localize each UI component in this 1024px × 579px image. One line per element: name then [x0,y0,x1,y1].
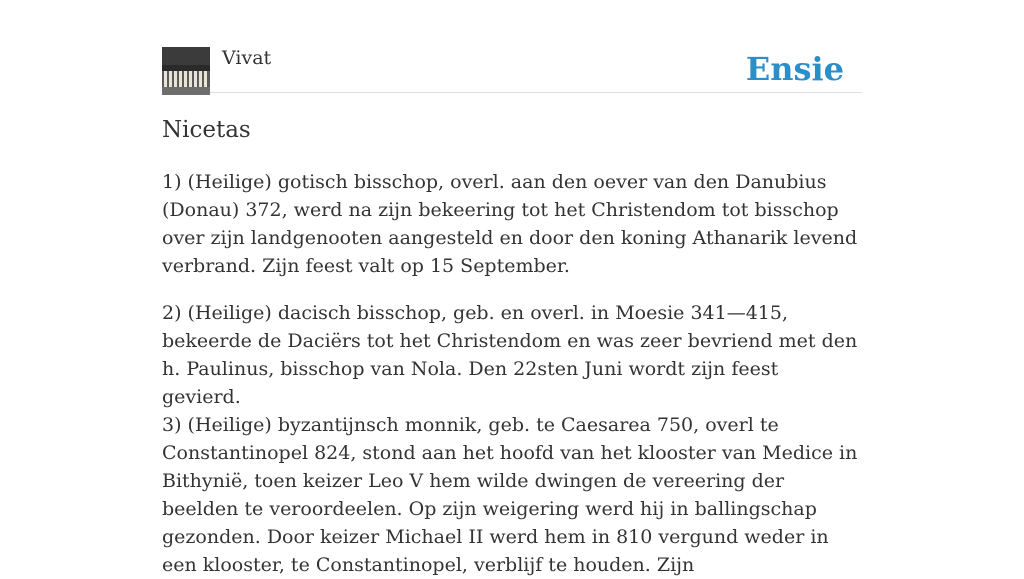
paragraph-1: 1) (Heilige) gotisch bisschop, overl. aan den oever van den Danubius (Donau) 372, werd na zijn bekeering tot het Christendom tot bisschop over zijn landgenooten aangesteld en door den koning Athanarik levend verbrand. Zijn feest valt op 15 September. [162,171,858,277]
author-avatar[interactable] [162,47,210,95]
header [162,46,862,93]
avatar-photo-icon [162,47,210,95]
author-name[interactable]: Vivat [222,47,272,69]
paragraph-3: 3) (Heilige) byzantijnsch monnik, geb. te Caesarea 750, overl te Constantinopel 824, stond aan het hoofd van het klooster van Medice in Bithynië, toen keizer Leo V hem wilde dwingen de vereering der beelden te veroordeelen. Op zijn weigering werd hij in ballingschap gezonden. Door keizer Michael II werd hem in 810 vergund weder in een klooster, te Constantinopel, verblijf te houden. Zijn [162,414,858,576]
brand-logo[interactable]: Ensie [745,50,844,88]
paragraph-2: 2) (Heilige) dacisch bisschop, geb. en overl. in Moesie 341—415, bekeerde de Daciërs tot het Christendom en was zeer bevriend met den h. Paulinus, bisschop van Nola. Den 22sten Juni wordt zijn feest gevierd. [162,302,858,408]
article-body [162,168,862,579]
article-title: Nicetas [162,117,251,143]
